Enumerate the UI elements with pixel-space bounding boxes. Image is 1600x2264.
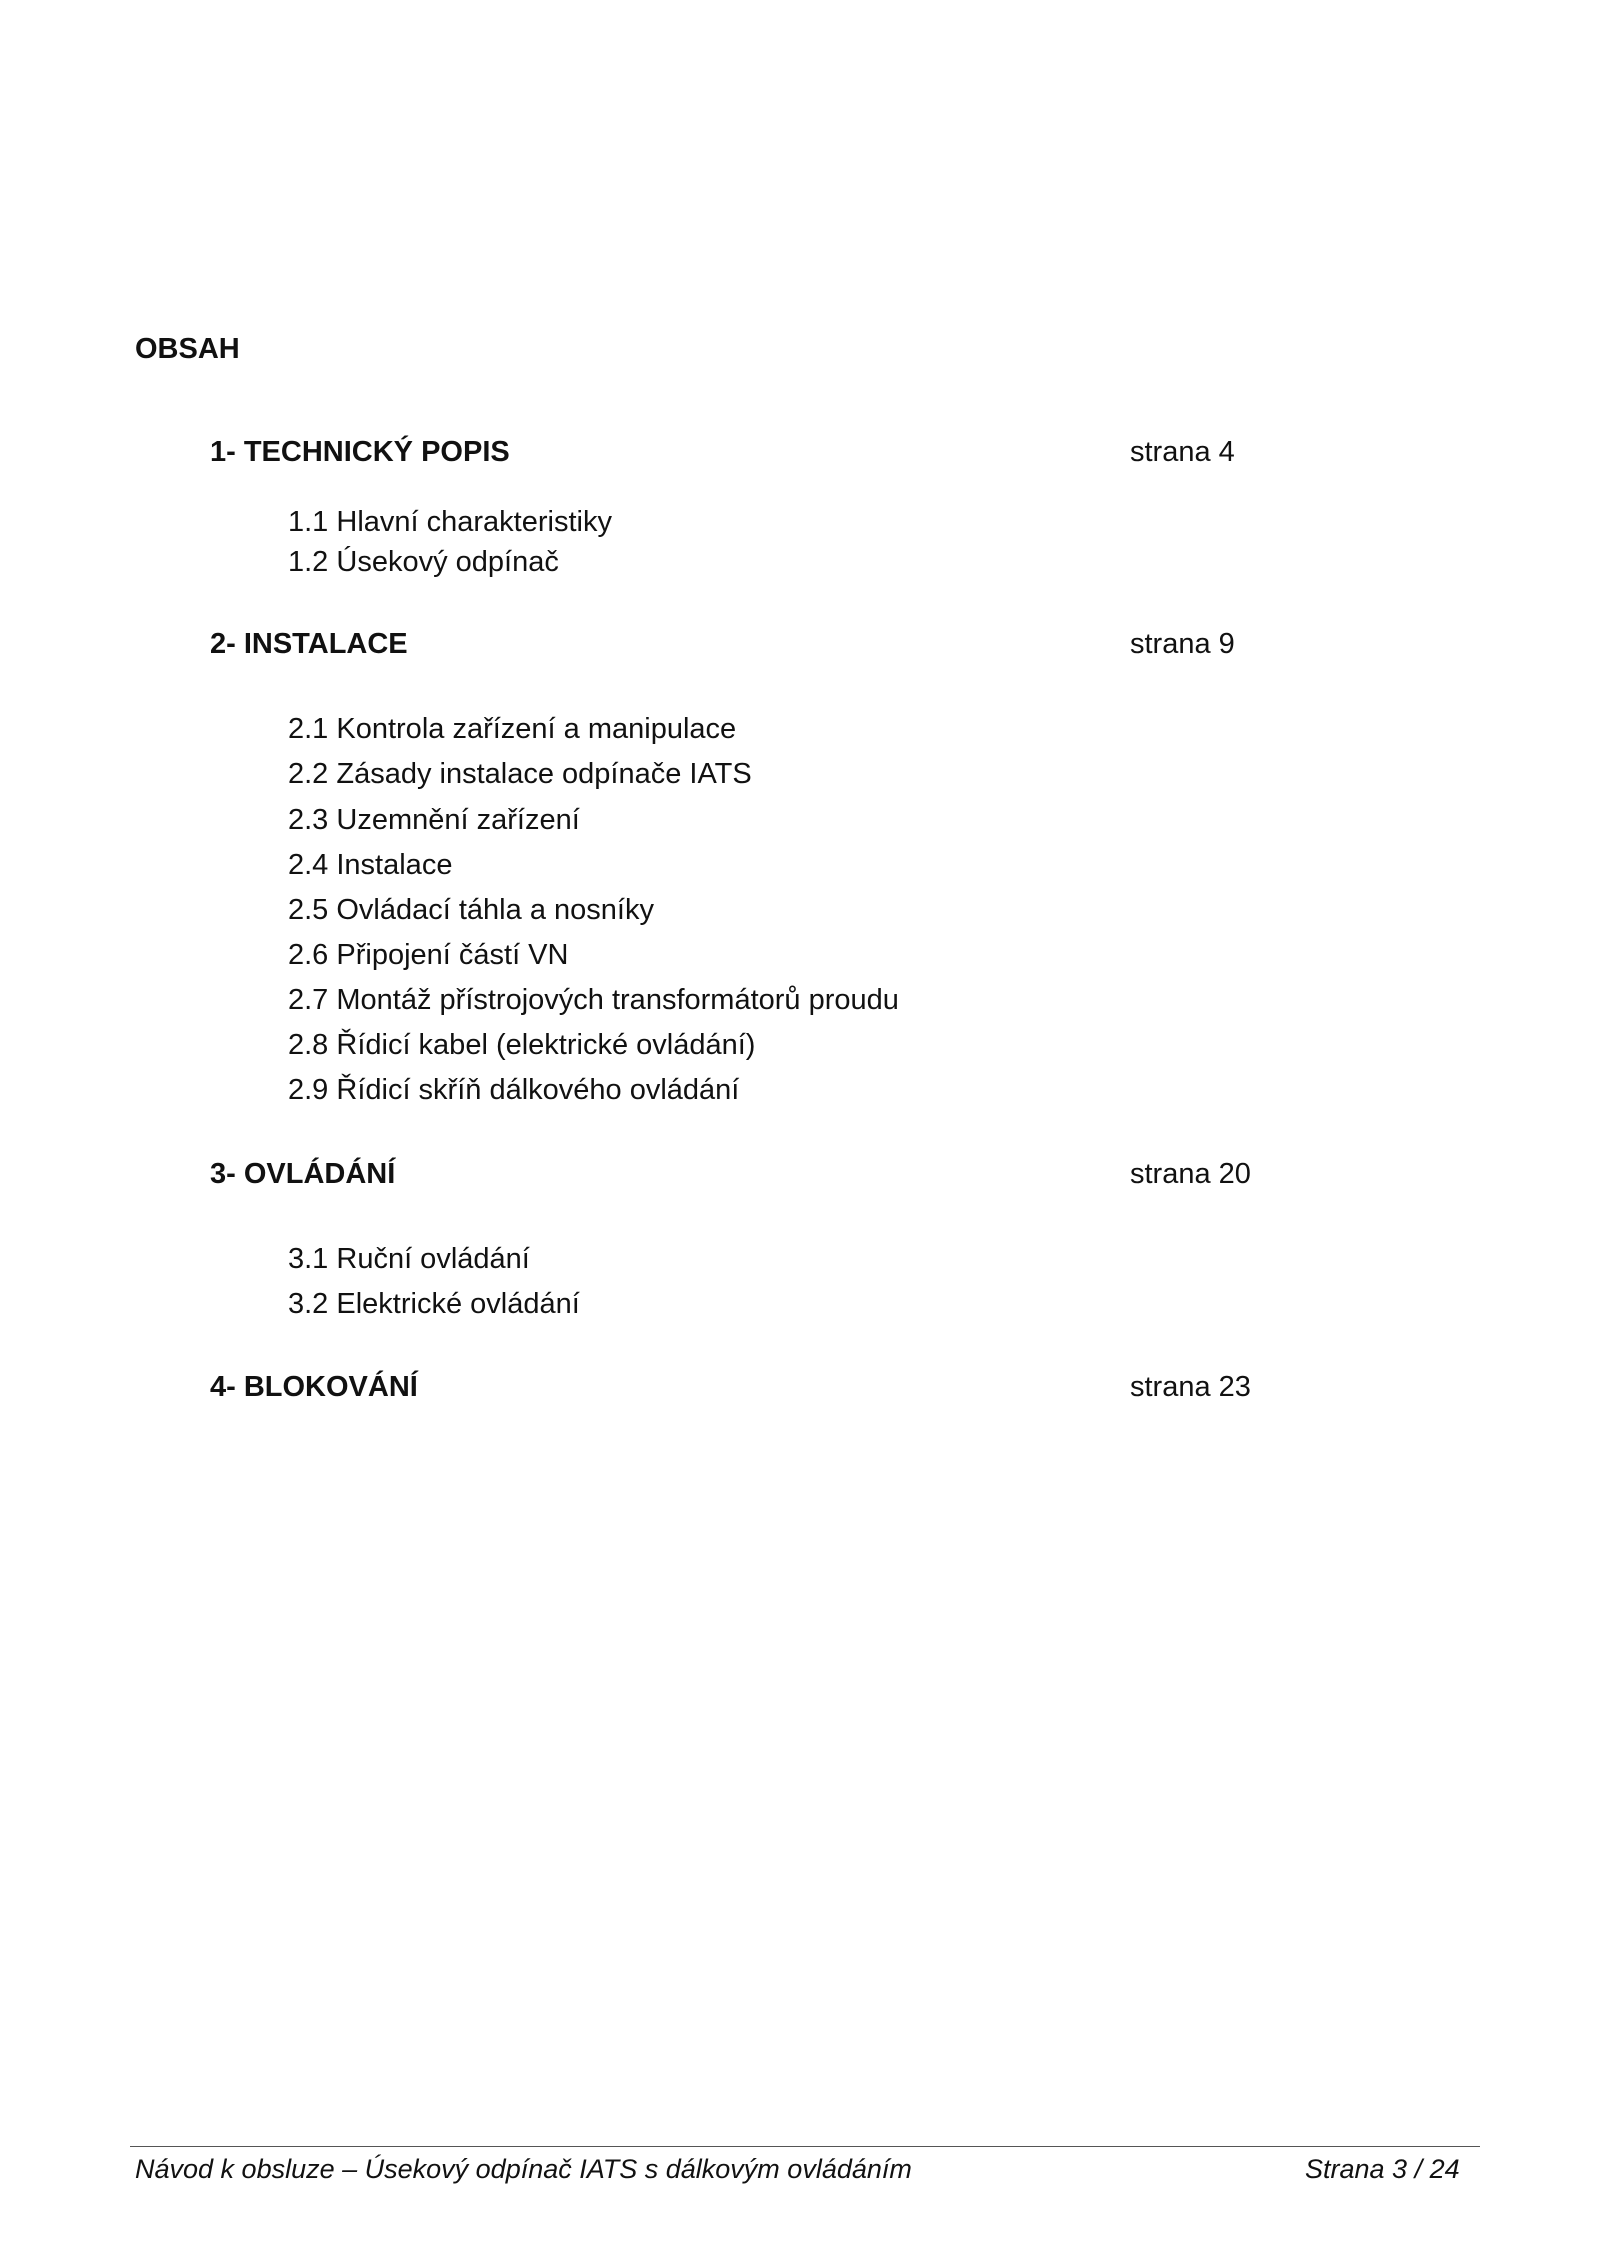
footer-divider — [130, 2146, 1480, 2147]
toc-item: 2.3 Uzemnění zařízení — [288, 804, 580, 836]
toc-section-4 — [210, 1371, 1260, 1411]
page-title: OBSAH — [135, 333, 240, 365]
toc-item: 2.1 Kontrola zařízení a manipulace — [288, 713, 737, 745]
toc-section-1 — [210, 436, 1260, 476]
toc-item: 2.9 Řídicí skříň dálkového ovládání — [288, 1074, 740, 1106]
toc-item: 2.7 Montáž přístrojových transformátorů proudu — [288, 984, 899, 1016]
toc-section-title: 3- OVLÁDÁNÍ — [210, 1158, 396, 1190]
toc-item: 2.2 Zásady instalace odpínače IATS — [288, 758, 752, 790]
toc-item: 1.1 Hlavní charakteristiky — [288, 506, 612, 538]
toc-item: 2.5 Ovládací táhla a nosníky — [288, 894, 654, 926]
toc-section-page: strana 9 — [1130, 628, 1235, 660]
toc-section-title: 1- TECHNICKÝ POPIS — [210, 436, 510, 468]
toc-item: 3.2 Elektrické ovládání — [288, 1288, 580, 1320]
footer-page-number: Strana 3 / 24 — [1305, 2154, 1460, 2184]
toc-item: 2.6 Připojení částí VN — [288, 939, 569, 971]
footer-document-title: Návod k obsluze – Úsekový odpínač IATS s dálkovým ovládáním — [135, 2154, 912, 2184]
toc-section-title: 2- INSTALACE — [210, 628, 408, 660]
toc-item: 1.2 Úsekový odpínač — [288, 546, 559, 578]
toc-section-page: strana 20 — [1130, 1158, 1251, 1190]
toc-section-page: strana 23 — [1130, 1371, 1251, 1403]
toc-section-title: 4- BLOKOVÁNÍ — [210, 1371, 418, 1403]
toc-item: 2.8 Řídicí kabel (elektrické ovládání) — [288, 1029, 756, 1061]
toc-item: 3.1 Ruční ovládání — [288, 1243, 530, 1275]
toc-section-3 — [210, 1158, 1260, 1198]
toc-section-2 — [210, 628, 1260, 668]
toc-item: 2.4 Instalace — [288, 849, 453, 881]
toc-section-page: strana 4 — [1130, 436, 1235, 468]
